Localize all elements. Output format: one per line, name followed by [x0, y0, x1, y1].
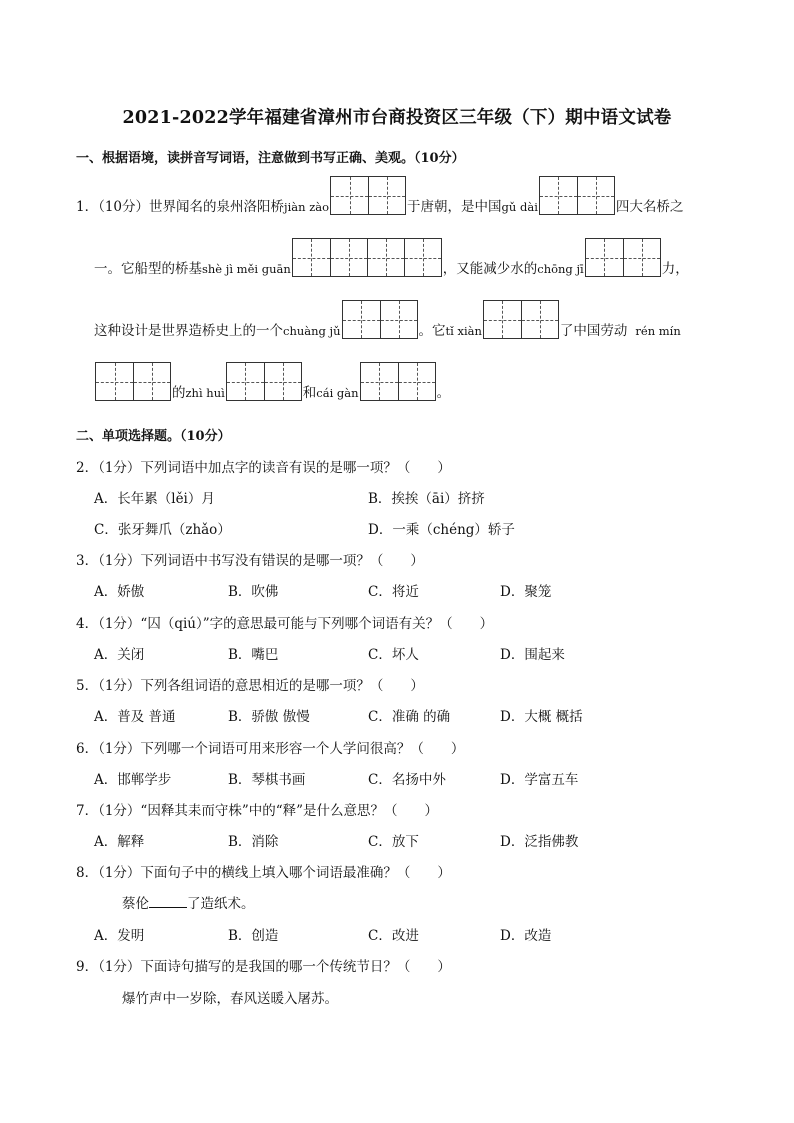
q7-option-b[interactable]: B．消除 [228, 834, 279, 850]
q4-stem: 4．（1分）“囚（qiú）”字的意思最可能与下列哪个词语有关？（ ） [76, 616, 494, 632]
pinyin: cái gàn [316, 386, 359, 400]
q3-option-d[interactable]: D．聚笼 [500, 584, 552, 600]
writing-grid[interactable] [226, 362, 302, 401]
q5-option-a[interactable]: A．普及 普通 [94, 709, 176, 725]
q2-stem: 2．（1分）下列词语中加点字的读音有误的是哪一项？（ ） [76, 460, 451, 476]
q1-text: 四大名桥之 [615, 199, 684, 215]
pinyin: chōng jī [537, 262, 584, 276]
writing-grid[interactable] [330, 176, 406, 215]
writing-grid[interactable] [95, 362, 171, 401]
q1-text: 的 [172, 385, 186, 401]
q6-option-d[interactable]: D．学富五车 [500, 772, 579, 788]
q4-option-a[interactable]: A．关闭 [94, 647, 145, 663]
section-2-heading: 二、单项选择题。（10分） [76, 429, 231, 444]
pinyin: jiàn zào [284, 200, 330, 214]
q8-option-d[interactable]: D．改造 [500, 928, 552, 944]
q7-option-c[interactable]: C．放下 [368, 834, 419, 850]
q1-text: 了中国劳动 [559, 323, 628, 339]
fill-blank[interactable] [149, 894, 187, 908]
pinyin: shè jì měi guān [202, 262, 291, 276]
q1-row-3 [94, 300, 681, 339]
q1-row-2 [94, 238, 689, 277]
writing-grid[interactable] [483, 300, 559, 339]
pinyin: zhì huì [185, 386, 225, 400]
q8-stem: 8．（1分）下面句子中的横线上填入哪个词语最准确？（ ） [76, 865, 451, 881]
pinyin: gǔ dài [501, 200, 538, 214]
q1-row-4 [94, 362, 450, 401]
writing-grid[interactable] [585, 238, 661, 277]
q2-option-a[interactable]: A．长年累（lěi）月 [94, 491, 215, 507]
q3-option-a[interactable]: A．娇傲 [94, 584, 145, 600]
q1-text: 。它 [418, 323, 446, 339]
q1-text: 。 [436, 385, 451, 401]
q5-option-d[interactable]: D．大概 概括 [500, 709, 583, 725]
writing-grid[interactable] [360, 362, 436, 401]
writing-grid[interactable] [292, 238, 442, 277]
page-title: 2021-2022学年福建省漳州市台商投资区三年级（下）期中语文试卷 [122, 108, 672, 128]
q6-stem: 6．（1分）下列哪一个词语可用来形容一个人学问很高？（ ） [76, 741, 465, 757]
q1-text: 力， [661, 261, 689, 277]
q6-option-a[interactable]: A．邯郸学步 [94, 772, 172, 788]
q4-option-c[interactable]: C．坏人 [368, 647, 419, 663]
section-1-heading: 一、根据语境，读拼音写词语，注意做到书写正确、美观。（10分） [76, 151, 465, 166]
q8-option-b[interactable]: B．创造 [228, 928, 279, 944]
q7-option-d[interactable]: D．泛指佛教 [500, 834, 579, 850]
q3-option-b[interactable]: B．吹佛 [228, 584, 279, 600]
writing-grid[interactable] [342, 300, 418, 339]
q2-option-d[interactable]: D．一乘（chéng）轿子 [368, 522, 515, 538]
q5-option-c[interactable]: C．准确 的确 [368, 709, 451, 725]
pinyin: tǐ xiàn [445, 324, 482, 338]
q3-stem: 3．（1分）下列词语中书写没有错误的是哪一项？（ ） [76, 553, 424, 569]
q9-stem: 9．（1分）下面诗句描写的是我国的哪一个传统节日？（ ） [76, 959, 451, 975]
q6-option-b[interactable]: B．琴棋书画 [228, 772, 306, 788]
q5-stem: 5．（1分）下列各组词语的意思相近的是哪一项？（ ） [76, 678, 424, 694]
q1-row-1 [76, 176, 683, 215]
q8-sentence-start: 蔡伦 [122, 896, 149, 912]
pinyin: rén mín [635, 324, 681, 338]
q2-option-c[interactable]: C．张牙舞爪（zhǎo） [94, 522, 231, 538]
q1-text: 于唐朝，是中国 [407, 199, 502, 215]
q1-text: 一。它船型的桥基 [94, 261, 202, 277]
q1-text: 1．（10分）世界闻名的泉州洛阳桥 [76, 199, 285, 215]
q8-sentence [122, 892, 255, 912]
q7-stem: 7．（1分）“因释其耒而守株”中的“释”是什么意思？（ ） [76, 803, 439, 819]
writing-grid[interactable] [539, 176, 615, 215]
q8-option-a[interactable]: A．发明 [94, 928, 145, 944]
q8-option-c[interactable]: C．改进 [368, 928, 419, 944]
q9-poem: 爆竹声中一岁除，春风送暖入屠苏。 [122, 991, 338, 1007]
q4-option-b[interactable]: B．嘴巴 [228, 647, 279, 663]
q1-text: 和 [302, 385, 317, 401]
pinyin: chuàng jǔ [283, 324, 341, 338]
q4-option-d[interactable]: D．围起来 [500, 647, 565, 663]
q1-text: 这种设计是世界造桥史上的一个 [94, 323, 283, 339]
q1-text: ，又能减少水的 [442, 261, 538, 277]
q5-option-b[interactable]: B．骄傲 傲慢 [228, 709, 310, 725]
q6-option-c[interactable]: C．名扬中外 [368, 772, 446, 788]
q2-option-b[interactable]: B．挨挨（āi）挤挤 [368, 491, 485, 507]
q3-option-c[interactable]: C．将近 [368, 584, 419, 600]
q7-option-a[interactable]: A．解释 [94, 834, 145, 850]
q8-sentence-end: 了造纸术。 [187, 896, 255, 912]
